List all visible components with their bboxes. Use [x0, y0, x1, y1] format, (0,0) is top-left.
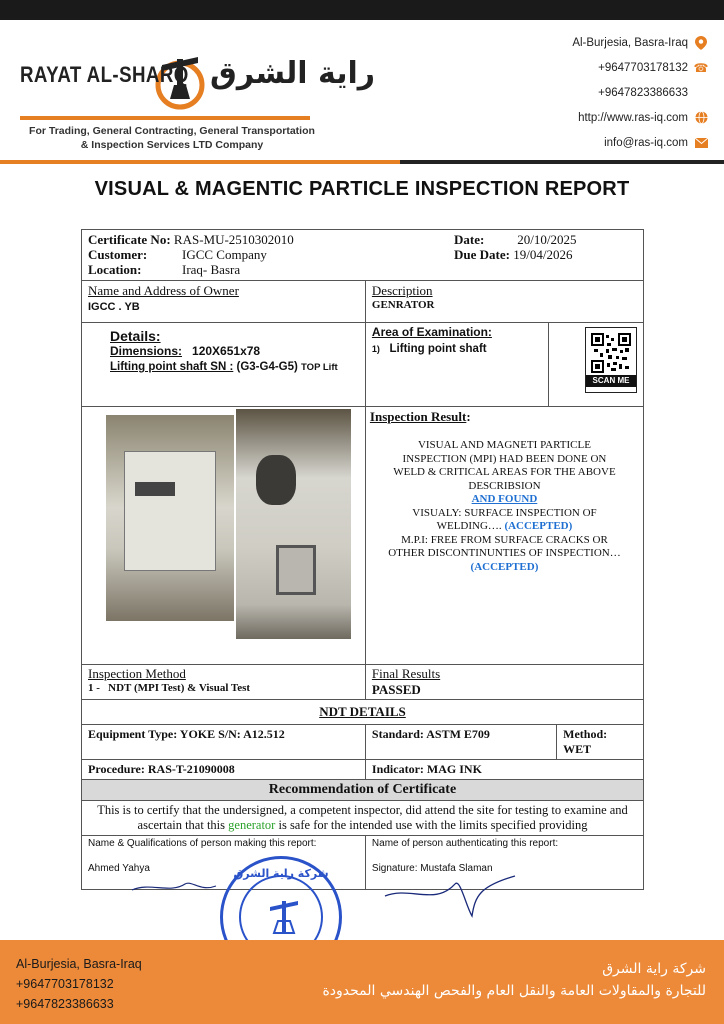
subtitle-line-1: For Trading, General Contracting, General Transportation: [29, 125, 315, 137]
location-value: Iraq- Basra: [182, 262, 241, 277]
certificate-number: RAS-MU-2510302010: [173, 232, 294, 247]
result-line: WELD & CRITICAL AREAS FOR THE ABOVE: [393, 466, 616, 478]
result-found: AND FOUND: [471, 493, 538, 505]
globe-icon: [694, 111, 708, 125]
rec-text-part-1: This is to certify that the undersigned, a competent inspector, did attend the site for testing to examine and ascertain that this: [97, 803, 628, 832]
accepted-visual: (ACCEPTED): [504, 520, 573, 532]
inspector-name: Ahmed Yahya: [88, 863, 150, 874]
result-line: INSPECTION (MPI) HAD BEEN DONE ON: [402, 452, 607, 465]
contact-phone-2: [488, 80, 708, 105]
ndt-title-row: [82, 700, 644, 725]
area-label: Area of Examination:: [371, 325, 492, 339]
result-text: [370, 439, 639, 574]
contact-email[interactable]: [488, 130, 708, 155]
accepted-mpi: (ACCEPTED): [470, 560, 539, 573]
equipment-type: Equipment Type: YOKE S/N: A12.512: [82, 725, 366, 760]
details-row: [82, 323, 644, 407]
result-row: [82, 407, 644, 665]
company-name-en: RAYAT AL-SHARQ: [20, 62, 189, 87]
contact-phone-1-text: +9647703178132: [598, 61, 688, 74]
ndt-details-title: NDT DETAILS: [319, 704, 406, 719]
result-label: Inspection Result: [369, 409, 467, 424]
equipment-photo: [106, 415, 351, 641]
final-results-value: PASSED: [371, 682, 421, 697]
method-wet: Method: WET: [557, 725, 644, 760]
rec-highlight: generator: [228, 818, 276, 832]
letterhead: [0, 20, 724, 160]
company-subtitle: [22, 124, 322, 152]
location-label: Location:: [88, 262, 142, 277]
generator-body: [124, 451, 216, 571]
contact-phone-1: [488, 55, 708, 80]
customer-value: IGCC Company: [182, 247, 267, 262]
customer-label: Customer:: [88, 247, 148, 262]
generator-photo-right: [236, 409, 351, 639]
rec-text-part-2: is safe for the intended use with the limits specified providing: [275, 818, 588, 832]
result-line: DESCRIBSION: [468, 479, 541, 492]
authenticator-signature: Signature: Mustafa Slaman: [371, 863, 493, 874]
ndt-row-1: [82, 725, 644, 760]
final-results-label: Final Results: [371, 666, 441, 681]
rec-title-row: [82, 780, 644, 801]
footer-phone-2: +9647823386633: [16, 997, 114, 1011]
ndt-row-2: [82, 760, 644, 780]
owner-row: [82, 281, 644, 323]
method-value: NDT (MPI Test) & Visual Test: [108, 682, 251, 694]
contact-address: [488, 30, 708, 55]
signature-scribble-left: [130, 872, 220, 902]
description-value: GENRATOR: [371, 299, 435, 311]
lifting-slot-part: [276, 545, 316, 595]
lifting-value: (G3-G4-G5): [236, 361, 298, 373]
header-divider-orange: [0, 160, 400, 164]
cert-row: [82, 230, 644, 281]
dimensions-label: Dimensions:: [110, 344, 183, 358]
generator-photo-left: [106, 415, 234, 621]
footer-arabic-line-2: للتجارة والمقاولات العامة والنقل العام والفحص الهندسي المحدودة: [322, 983, 706, 999]
contact-website-text[interactable]: http://www.ras-iq.com: [578, 111, 688, 124]
qr-code-icon: [591, 333, 631, 373]
report-table: [81, 229, 644, 890]
details-label: Details:: [110, 328, 161, 344]
procedure: Procedure: RAS-T-21090008: [82, 760, 366, 780]
result-line: VISUALY: SURFACE INSPECTION OF: [412, 506, 597, 519]
lifting-label: Lifting point shaft SN :: [110, 361, 234, 373]
report-title: VISUAL & MAGENTIC PARTICLE INSPECTION REPORT: [94, 178, 630, 200]
owner-value: IGCC . YB: [88, 301, 140, 313]
footer: [0, 940, 724, 1024]
footer-arabic: [322, 958, 706, 1002]
contact-block: [488, 30, 708, 155]
spacer-icon: [694, 86, 708, 100]
contact-website[interactable]: [488, 105, 708, 130]
footer-phone-1: +9647703178132: [16, 977, 114, 991]
certificate-label: Certificate No:: [88, 232, 171, 247]
qr-divider: [548, 323, 549, 406]
recommendation-title: Recommendation of Certificate: [82, 780, 644, 801]
footer-address: Al-Burjesia, Basra-Iraq: [16, 957, 142, 971]
owner-label: Name and Address of Owner: [88, 283, 239, 298]
authenticator-label: Name of person authenticating this report:: [371, 838, 559, 849]
due-date-label: Due Date:: [454, 247, 510, 262]
qr-code[interactable]: [585, 327, 637, 393]
area-item: Lifting point shaft: [389, 343, 487, 355]
method-row: [82, 665, 644, 700]
indicator: Indicator: MAG INK: [365, 760, 643, 780]
result-colon: :: [466, 409, 471, 424]
result-heading: [370, 409, 639, 425]
result-line: VISUAL AND MAGNETI PARTICLE: [417, 439, 591, 451]
area-item-number: 1): [371, 344, 380, 354]
lifting-eye-part: [256, 455, 296, 505]
method-label: Inspection Method: [88, 666, 186, 681]
recommendation-text: [82, 801, 644, 836]
rec-body-row: [82, 801, 644, 836]
date-value: 20/10/2025: [517, 232, 577, 247]
method-line: [88, 682, 359, 694]
lifting-suffix: TOP Lift: [301, 362, 338, 373]
header-divider-dark: [400, 160, 724, 164]
qr-scan-label: SCAN ME: [586, 375, 636, 387]
footer-contact: [16, 954, 142, 1014]
lifting-line: [110, 361, 359, 373]
result-line: M.P.I: FREE FROM SURFACE CRACKS OR: [401, 533, 608, 546]
envelope-icon: [694, 136, 708, 150]
result-welding: WELDING….: [436, 520, 505, 532]
dimensions-line: [110, 344, 359, 358]
location-pin-icon: [694, 36, 708, 50]
logo-underline: [20, 116, 310, 120]
due-date-value: 19/04/2026: [513, 247, 573, 262]
contact-phone-2-text: +9647823386633: [598, 86, 688, 99]
result-line: OTHER DISCONTINUNTIES OF INSPECTION…: [388, 547, 621, 559]
contact-email-text[interactable]: info@ras-iq.com: [604, 136, 688, 149]
stamp-top-text: شركة راية الشرق: [233, 867, 329, 880]
inspector-label: Name & Qualifications of person making this report:: [88, 838, 317, 849]
date-label: Date:: [454, 232, 485, 247]
method-number: 1 -: [88, 682, 100, 694]
company-name-ar: راية الشرق: [210, 56, 376, 91]
dimensions-value: 120X651x78: [192, 344, 261, 358]
footer-arabic-line-1: شركة راية الشرق: [602, 961, 706, 977]
description-label: Description: [371, 283, 433, 298]
top-dark-bar: [0, 0, 724, 20]
standard: Standard: ASTM E709: [365, 725, 556, 760]
telephone-icon: ☎: [693, 60, 709, 75]
contact-address-text: Al-Burjesia, Basra-Iraq: [572, 36, 688, 49]
result-line-welding: [370, 520, 639, 534]
subtitle-line-2: & Inspection Services LTD Company: [80, 139, 264, 151]
signature-scribble-right: [380, 866, 520, 926]
stamp-pump-icon: [266, 895, 302, 939]
